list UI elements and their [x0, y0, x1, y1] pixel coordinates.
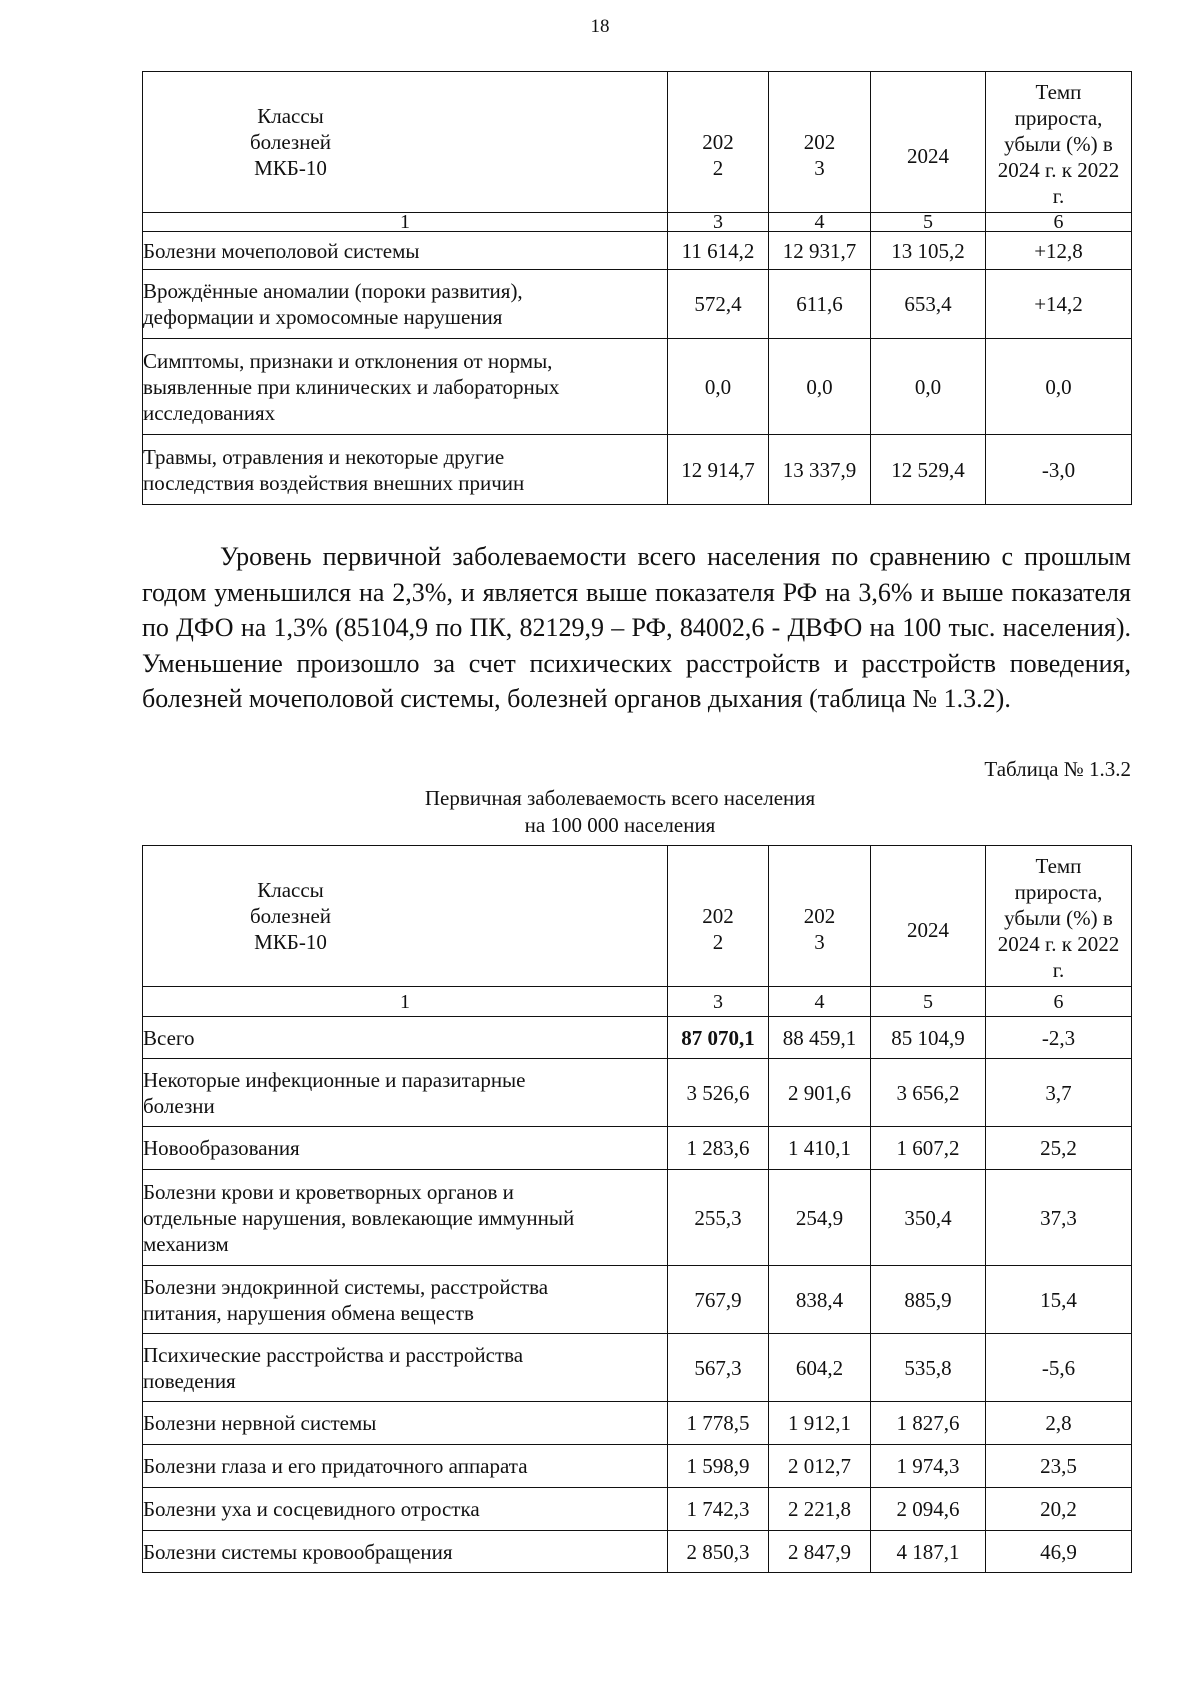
value-2023: 88 459,1	[769, 1017, 871, 1059]
value-2023: 13 337,9	[769, 435, 871, 505]
row-label: Болезни эндокринной системы, расстройства питания, нарушения обмена веществ	[143, 1266, 668, 1334]
value-2024: 1 607,2	[871, 1127, 986, 1170]
row-label: Болезни нервной системы	[143, 1402, 668, 1445]
value-2023: 838,4	[769, 1266, 871, 1334]
header-classes: Классы болезней МКБ-10	[143, 846, 668, 987]
value-2022: 567,3	[668, 1334, 769, 1402]
value-rate: 37,3	[986, 1170, 1132, 1266]
value-2022: 2 850,3	[668, 1531, 769, 1573]
value-2024: 653,4	[871, 270, 986, 339]
value-2023: 1 410,1	[769, 1127, 871, 1170]
value-2022: 767,9	[668, 1266, 769, 1334]
table-row	[143, 1488, 1132, 1531]
value-rate: 20,2	[986, 1488, 1132, 1531]
value-2024: 1 827,6	[871, 1402, 986, 1445]
value-2023: 2 901,6	[769, 1059, 871, 1127]
value-2022: 1 778,5	[668, 1402, 769, 1445]
table-row	[143, 1334, 1132, 1402]
value-2024: 535,8	[871, 1334, 986, 1402]
table-continued	[142, 71, 1132, 505]
value-2023: 611,6	[769, 270, 871, 339]
value-rate: 25,2	[986, 1127, 1132, 1170]
value-2024: 1 974,3	[871, 1445, 986, 1488]
table-row	[143, 1266, 1132, 1334]
table-row	[143, 339, 1132, 435]
value-rate: +12,8	[986, 232, 1132, 270]
value-2023: 2 012,7	[769, 1445, 871, 1488]
row-label: Болезни мочеполовой системы	[143, 232, 668, 270]
value-2024: 85 104,9	[871, 1017, 986, 1059]
header-index: 3	[668, 213, 769, 232]
header-growth-rate: Темп прироста, убыли (%) в 2024 г. к 2022 г.	[986, 72, 1132, 213]
value-2024: 4 187,1	[871, 1531, 986, 1573]
row-label: Врождённые аномалии (пороки развития), деформации и хромосомные нарушения	[143, 270, 668, 339]
header-year-2023: 202 3	[769, 72, 871, 213]
value-2023: 2 847,9	[769, 1531, 871, 1573]
header-index: 1	[143, 987, 668, 1017]
header-year-2024: 2024	[871, 846, 986, 987]
row-label: Болезни системы кровообращения	[143, 1531, 668, 1573]
table-primary-morbidity	[142, 845, 1132, 1573]
row-label: Болезни крови и кроветворных органов и отдельные нарушения, вовлекающие иммунный механизм	[143, 1170, 668, 1266]
value-rate: 2,8	[986, 1402, 1132, 1445]
value-rate: -2,3	[986, 1017, 1132, 1059]
value-2023: 12 931,7	[769, 232, 871, 270]
header-index: 1	[143, 213, 668, 232]
header-index: 6	[986, 213, 1132, 232]
value-2023: 1 912,1	[769, 1402, 871, 1445]
value-2022: 3 526,6	[668, 1059, 769, 1127]
value-2023: 254,9	[769, 1170, 871, 1266]
header-year-2022: 202 2	[668, 846, 769, 987]
value-2022: 1 598,9	[668, 1445, 769, 1488]
value-2023: 2 221,8	[769, 1488, 871, 1531]
header-growth-rate: Темп прироста, убыли (%) в 2024 г. к 2022 г.	[986, 846, 1132, 987]
header-classes: Классы болезней МКБ-10	[143, 72, 668, 213]
value-rate: +14,2	[986, 270, 1132, 339]
value-2024: 3 656,2	[871, 1059, 986, 1127]
value-2022: 87 070,1	[668, 1017, 769, 1059]
header-year-2024: 2024	[871, 72, 986, 213]
value-rate: 15,4	[986, 1266, 1132, 1334]
value-2022: 1 283,6	[668, 1127, 769, 1170]
body-paragraph: Уровень первичной заболеваемости всего населения по сравнению с прошлым годом уменьшился на 2,3%, и является выше показателя РФ на 3,6% и выше показателя по ДФО на 1,3% (85104,9 по ПК, 82129,9 – РФ, 84002,6 - ДВФО на 100 тыс. населения). Уменьшение произошло за счет психических расстройств и расстройств поведения, болезней мочеполовой системы, болезней органов дыхания (таблица № 1.3.2).	[142, 542, 1131, 713]
value-2024: 13 105,2	[871, 232, 986, 270]
value-2022: 572,4	[668, 270, 769, 339]
value-2022: 12 914,7	[668, 435, 769, 505]
header-year-2022: 202 2	[668, 72, 769, 213]
table-caption	[320, 785, 920, 839]
value-rate: 3,7	[986, 1059, 1132, 1127]
row-label: Травмы, отравления и некоторые другие последствия воздействия внешних причин	[143, 435, 668, 505]
value-rate: -3,0	[986, 435, 1132, 505]
row-label: Новообразования	[143, 1127, 668, 1170]
table-row	[143, 1127, 1132, 1170]
row-label: Некоторые инфекционные и паразитарные болезни	[143, 1059, 668, 1127]
row-label: Болезни уха и сосцевидного отростка	[143, 1488, 668, 1531]
table-caption-line: на 100 000 населения	[524, 813, 716, 837]
table-row	[143, 232, 1132, 270]
value-2024: 0,0	[871, 339, 986, 435]
table-row	[143, 1170, 1132, 1266]
header-index: 3	[668, 987, 769, 1017]
value-rate: 46,9	[986, 1531, 1132, 1573]
value-2024: 12 529,4	[871, 435, 986, 505]
table-row	[143, 435, 1132, 505]
table-row	[143, 1445, 1132, 1488]
page-number: 18	[590, 16, 610, 37]
value-2023: 604,2	[769, 1334, 871, 1402]
table-label: Таблица № 1.3.2	[984, 757, 1131, 781]
row-label: Симптомы, признаки и отклонения от нормы, выявленные при клинических и лабораторных исследованиях	[143, 339, 668, 435]
value-2022: 0,0	[668, 339, 769, 435]
table-row	[143, 1531, 1132, 1573]
header-year-2023: 202 3	[769, 846, 871, 987]
value-rate: 23,5	[986, 1445, 1132, 1488]
header-index: 6	[986, 987, 1132, 1017]
table-row	[143, 270, 1132, 339]
value-2024: 350,4	[871, 1170, 986, 1266]
value-rate: 0,0	[986, 339, 1132, 435]
row-label: Всего	[143, 1017, 668, 1059]
value-2024: 2 094,6	[871, 1488, 986, 1531]
value-rate: -5,6	[986, 1334, 1132, 1402]
table-caption-line: Первичная заболеваемость всего населения	[424, 786, 816, 810]
value-2022: 11 614,2	[668, 232, 769, 270]
table-row	[143, 1059, 1132, 1127]
value-2022: 1 742,3	[668, 1488, 769, 1531]
row-label: Болезни глаза и его придаточного аппарата	[143, 1445, 668, 1488]
value-2023: 0,0	[769, 339, 871, 435]
table-row	[143, 1017, 1132, 1059]
header-index: 4	[769, 987, 871, 1017]
header-index: 4	[769, 213, 871, 232]
table-row	[143, 1402, 1132, 1445]
row-label: Психические расстройства и расстройства поведения	[143, 1334, 668, 1402]
header-index: 5	[871, 987, 986, 1017]
header-index: 5	[871, 213, 986, 232]
value-2024: 885,9	[871, 1266, 986, 1334]
value-2022: 255,3	[668, 1170, 769, 1266]
